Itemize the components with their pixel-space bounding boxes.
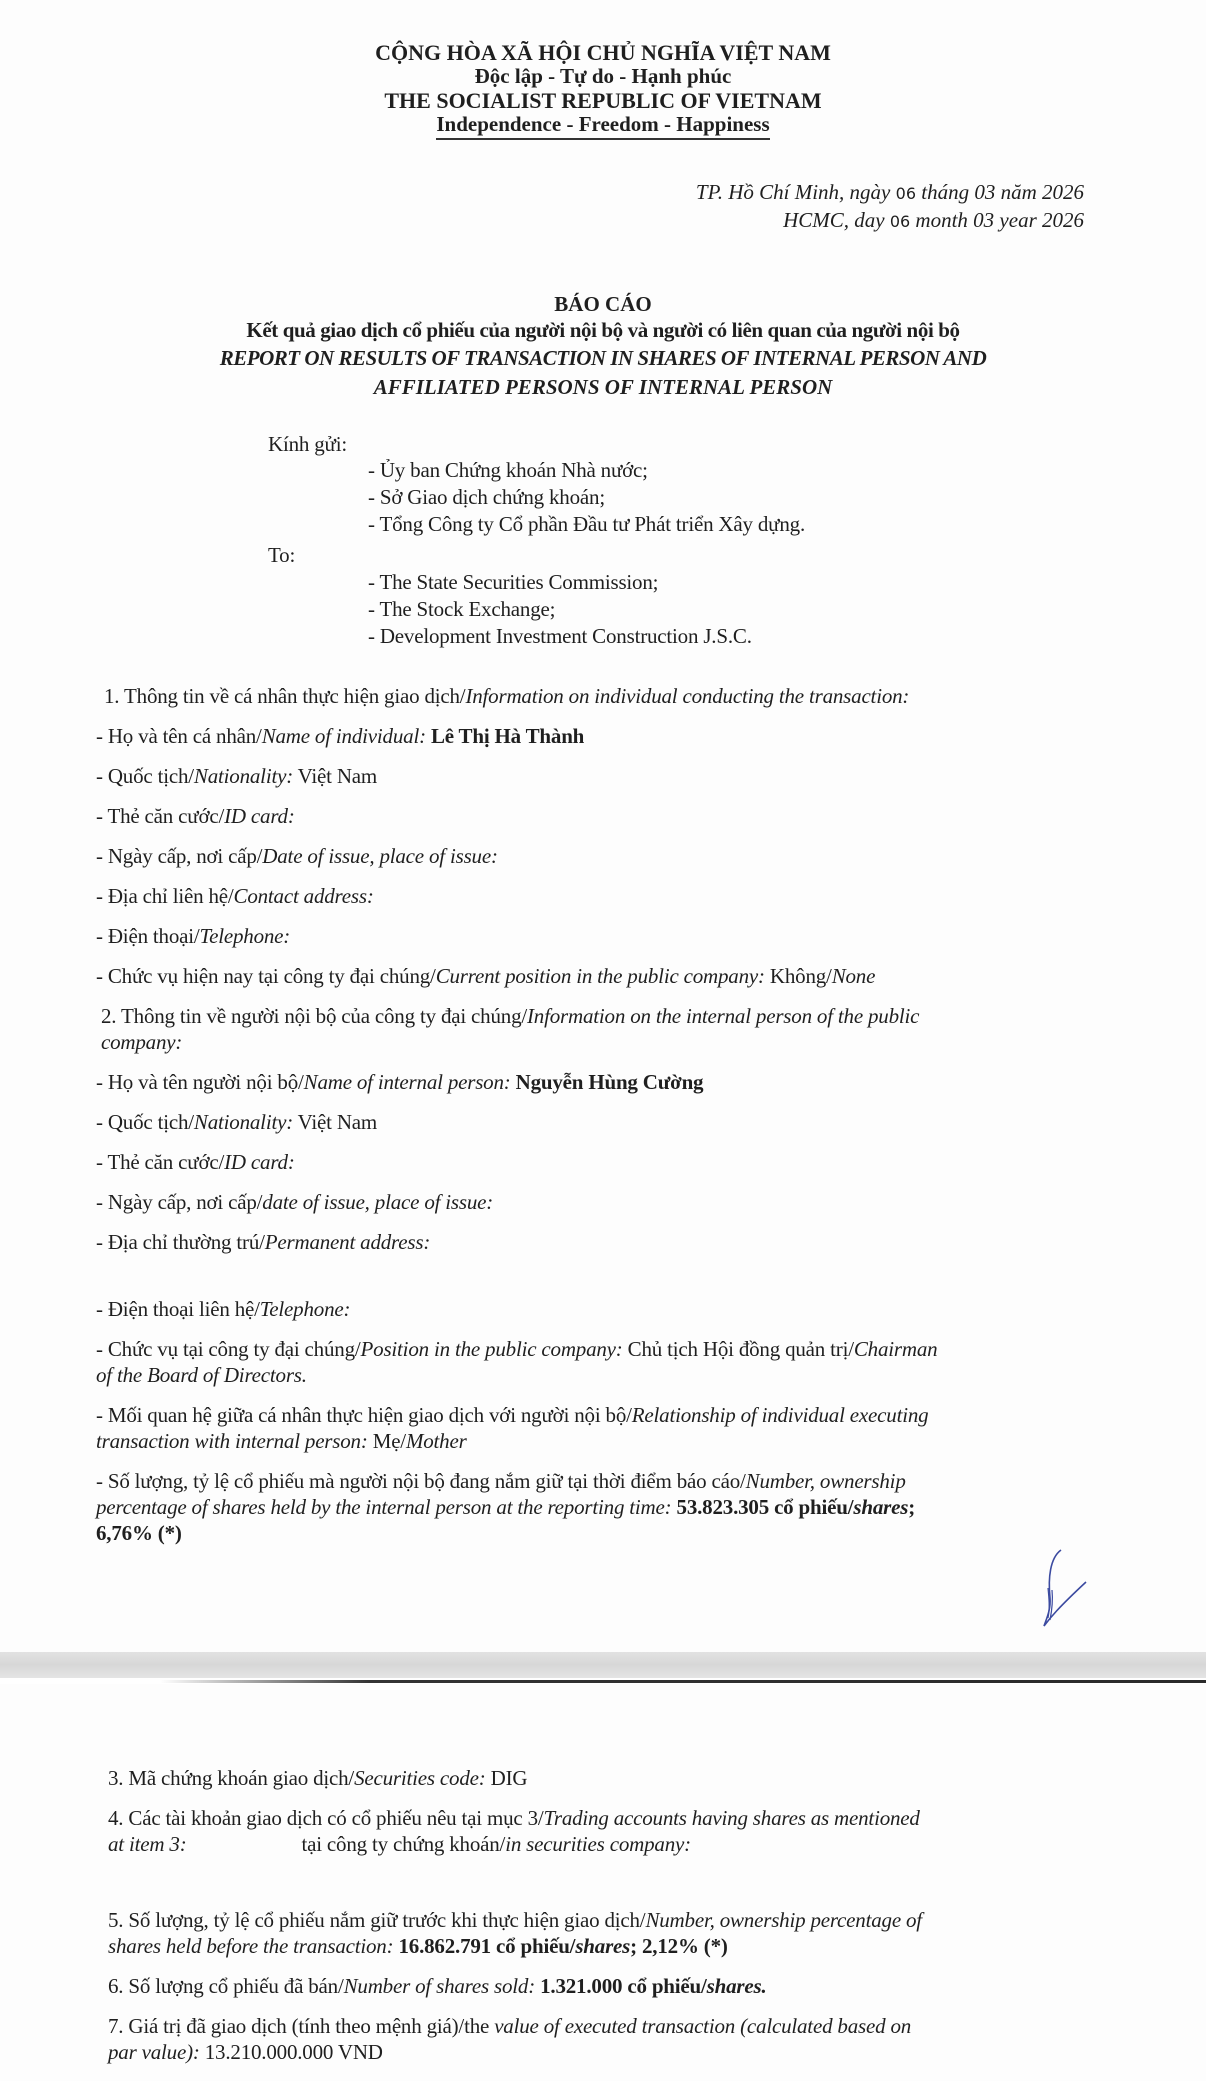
holding-percent <box>96 1521 182 1546</box>
label-en: Nationality: <box>193 1110 293 1134</box>
internal-name-row <box>96 1070 703 1095</box>
holding-before-shares-en: shares <box>575 1934 631 1958</box>
motto-en: Independence - Freedom - Happiness <box>436 112 769 140</box>
section2-heading-en-2: company: <box>101 1030 183 1054</box>
label-en: Name of internal person: <box>303 1070 511 1094</box>
label-en: Securities code: <box>354 1766 486 1790</box>
individual-phone-row <box>96 924 290 949</box>
date-vi-prefix: TP. Hồ Chí Minh, ngày <box>695 180 896 204</box>
internal-id-row <box>96 1150 295 1175</box>
report-subtitle-en-2: AFFILIATED PERSONS OF INTERNAL PERSON <box>373 375 833 399</box>
internal-position-row-2: of the Board of Directors. <box>96 1363 307 1387</box>
company-label-en: in securities company: <box>505 1832 691 1856</box>
position-value-en: None <box>831 964 876 988</box>
label: - Điện thoại liên hệ/ <box>96 1297 260 1321</box>
date-en-prefix: HCMC, day <box>783 208 890 232</box>
recipient-en-1: - The State Securities Commission; <box>368 570 659 594</box>
motto-vi: Độc lập - Tự do - Hạnh phúc <box>474 64 732 88</box>
label-en: Nationality: <box>193 764 293 788</box>
date-en-suffix: month 03 year 2026 <box>910 208 1084 232</box>
label: - Điện thoại/ <box>96 924 200 948</box>
label-en: Position in the public company: <box>360 1337 623 1361</box>
shares-sold-value: 1.321.000 cổ phiếu/ <box>540 1974 707 1998</box>
holding-before-row <box>108 1908 922 1933</box>
relationship-value-en: Mother <box>405 1429 467 1453</box>
trading-accounts-row <box>108 1806 920 1831</box>
label-en: Telephone: <box>199 924 291 948</box>
label-en: par value): <box>108 2040 200 2064</box>
recipient-vi-1: - Ủy ban Chứng khoán Nhà nước; <box>368 458 648 482</box>
label: - Số lượng, tỷ lệ cổ phiếu mà người nội bộ đang nắm giữ tại thời điểm báo cáo/ <box>96 1469 746 1493</box>
report-subtitle-vi: Kết quả giao dịch cổ phiếu của người nội bộ và người có liên quan của người nội bộ <box>246 318 960 342</box>
signature-mark <box>1028 1548 1090 1628</box>
document-page-2 <box>0 1684 1206 2081</box>
individual-issue-row <box>96 844 498 869</box>
transaction-value-row-2 <box>108 2040 383 2065</box>
individual-name-value: Lê Thị Hà Thành <box>430 724 585 748</box>
holding-row <box>96 1469 906 1494</box>
internal-nationality-row <box>96 1110 377 1135</box>
separator: ; <box>908 1495 915 1519</box>
holding-shares-value: 53.823.305 cổ phiếu/ <box>676 1495 854 1519</box>
individual-position-row <box>96 964 875 989</box>
recipient-vi-3: - Tổng Công ty Cổ phần Đầu tư Phát triển Xây dựng. <box>368 512 805 536</box>
internal-nationality-value: Việt Nam <box>297 1110 378 1134</box>
label-en: Contact address: <box>233 884 374 908</box>
holding-row-2 <box>96 1495 915 1520</box>
recipients-label-en: To: <box>268 543 296 567</box>
label: - Địa chỉ liên hệ/ <box>96 884 234 908</box>
section1-heading <box>104 684 909 709</box>
label-en: Current position in the public company: <box>435 964 765 988</box>
label-en: ID card: <box>224 1150 295 1174</box>
report-title: BÁO CÁO <box>554 292 652 316</box>
recipient-en-3: - Development Investment Construction J.S.C. <box>368 624 752 648</box>
label-en: Date of issue, place of issue: <box>262 844 498 868</box>
company-label: tại công ty chứng khoán/ <box>301 1832 506 1856</box>
page-separator <box>0 1652 1206 1678</box>
recipient-en-2: - The Stock Exchange; <box>368 597 556 621</box>
label-en: Relationship of individual executing <box>631 1403 929 1427</box>
section1-heading-vi: 1. Thông tin về cá nhân thực hiện giao dịch/ <box>104 684 466 708</box>
position-value: Không/ <box>769 964 832 988</box>
label-en: date of issue, place of issue: <box>262 1190 494 1214</box>
label: - Mối quan hệ giữa cá nhân thực hiện giao dịch với người nội bộ/ <box>96 1403 632 1427</box>
label-en: shares held before the transaction: <box>108 1934 394 1958</box>
label: - Quốc tịch/ <box>96 764 194 788</box>
label: - Địa chỉ thường trú/ <box>96 1230 265 1254</box>
country-name-vi: CỘNG HÒA XÃ HỘI CHỦ NGHĨA VIỆT NAM <box>375 40 831 65</box>
label: 5. Số lượng, tỷ lệ cổ phiếu nắm giữ trước khi thực hiện giao dịch/ <box>108 1908 646 1932</box>
individual-nationality-value: Việt Nam <box>297 764 378 788</box>
recipient-vi-2: - Sở Giao dịch chứng khoán; <box>368 485 605 509</box>
section1-heading-en: Information on individual conducting the transaction: <box>465 684 910 708</box>
individual-name-row <box>96 724 584 749</box>
section2-heading <box>101 1004 919 1029</box>
label-en: Number, ownership <box>745 1469 906 1493</box>
label: - Họ và tên người nội bộ/ <box>96 1070 304 1094</box>
individual-nationality-row <box>96 764 377 789</box>
label-en: Number, ownership percentage of <box>645 1908 922 1932</box>
label: 6. Số lượng cổ phiếu đã bán/ <box>108 1974 344 1998</box>
date-en-day: 06 <box>889 212 911 231</box>
label-en: percentage of shares held by the internal person at the reporting time: <box>96 1495 672 1519</box>
label: - Thẻ căn cước/ <box>96 804 225 828</box>
holding-shares-en: shares <box>853 1495 909 1519</box>
internal-position-row <box>96 1337 937 1362</box>
holding-before-row-2 <box>108 1934 728 1959</box>
individual-id-row <box>96 804 295 829</box>
holding-before-shares: 16.862.791 cổ phiếu/ <box>398 1934 576 1958</box>
relationship-row <box>96 1403 928 1428</box>
label: 4. Các tài khoản giao dịch có cổ phiếu nêu tại mục 3/ <box>108 1806 544 1830</box>
label: 3. Mã chứng khoán giao dịch/ <box>108 1766 355 1790</box>
internal-address-row <box>96 1230 430 1255</box>
label: - Chức vụ tại công ty đại chúng/ <box>96 1337 361 1361</box>
internal-name-value: Nguyễn Hùng Cường <box>515 1070 704 1094</box>
position-value: Chủ tịch Hội đồng quản trị/ <box>627 1337 854 1361</box>
label: - Ngày cấp, nơi cấp/ <box>96 1190 263 1214</box>
transaction-value: 13.210.000.000 VND <box>199 2040 383 2064</box>
relationship-row-2 <box>96 1429 467 1454</box>
label-en: transaction with internal person: <box>96 1429 368 1453</box>
label-en: Telephone: <box>259 1297 351 1321</box>
label: - Thẻ căn cước/ <box>96 1150 225 1174</box>
internal-phone-row <box>96 1297 350 1322</box>
label-en: ID card: <box>224 804 295 828</box>
securities-code-value: DIG <box>490 1766 528 1790</box>
individual-address-row <box>96 884 374 909</box>
motto-en-wrap <box>0 112 1206 137</box>
date-en <box>783 208 1084 233</box>
trading-accounts-row-2 <box>108 1832 691 1857</box>
section2-heading-en: Information on the internal person of the public <box>527 1004 920 1028</box>
label-en: Number of shares sold: <box>343 1974 536 1998</box>
recipients-label-vi: Kính gửi: <box>268 432 348 456</box>
label: - Quốc tịch/ <box>96 1110 194 1134</box>
label: - Chức vụ hiện nay tại công ty đại chúng/ <box>96 964 436 988</box>
holding-percent-value: 6,76% (*) <box>96 1521 182 1545</box>
label: - Họ và tên cá nhân/ <box>96 724 262 748</box>
page-edge-line <box>160 1680 1206 1683</box>
date-vi-day: 06 <box>895 184 916 203</box>
label-en: Permanent address: <box>264 1230 431 1254</box>
label-en: Trading accounts having shares as mentioned <box>543 1806 920 1830</box>
holding-before-percent: ; 2,12% (*) <box>630 1934 728 1958</box>
label: 7. Giá trị đã giao dịch (tính theo mệnh giá)/the <box>108 2014 495 2038</box>
label-en: value of executed transaction (calculated based on <box>494 2014 912 2038</box>
relationship-value: Mẹ/ <box>372 1429 406 1453</box>
position-value-en: Chairman <box>853 1337 938 1361</box>
section2-heading-vi: 2. Thông tin về người nội bộ của công ty đại chúng/ <box>101 1004 528 1028</box>
securities-code-row <box>108 1766 527 1791</box>
date-vi <box>696 180 1084 205</box>
shares-sold-row <box>108 1974 767 1999</box>
shares-sold-en: shares. <box>706 1974 767 1998</box>
label-en: at item 3: <box>108 1832 187 1856</box>
date-vi-suffix: tháng 03 năm 2026 <box>916 180 1084 204</box>
label: - Ngày cấp, nơi cấp/ <box>96 844 263 868</box>
label-en: Name of individual: <box>261 724 426 748</box>
country-name-en: THE SOCIALIST REPUBLIC OF VIETNAM <box>384 88 822 113</box>
transaction-value-row <box>108 2014 911 2039</box>
internal-issue-row <box>96 1190 493 1215</box>
report-subtitle-en-1: REPORT ON RESULTS OF TRANSACTION IN SHARES OF INTERNAL PERSON AND <box>219 346 987 370</box>
